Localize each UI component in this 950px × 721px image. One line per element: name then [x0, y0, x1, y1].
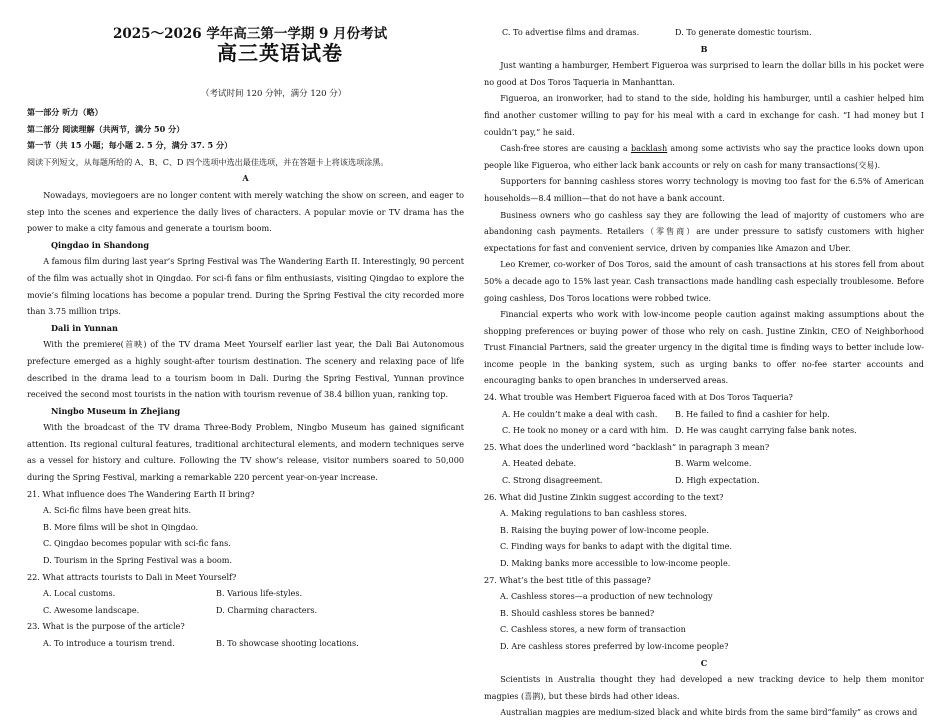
question-23-option-c[interactable]: C. To advertise films and dramas.: [502, 27, 640, 37]
paper-title: 高三英语试卷: [217, 41, 343, 65]
question-26-option-b[interactable]: B. Raising the buying power of low-income people.: [500, 524, 709, 535]
question-26-option-c[interactable]: C. Finding ways for banks to adapt with the digital time.: [500, 541, 732, 552]
question-24-option-d[interactable]: D. He was caught carrying false bank notes.: [675, 425, 857, 436]
question-23-row-1: [27, 635, 464, 652]
right-body: [484, 24, 924, 721]
left-body: [27, 104, 464, 652]
question-21-option-c[interactable]: C. Qingdao becomes popular with sci-fic fans.: [43, 538, 231, 549]
passage-a-subtitle-ningbo: Ningbo Museum in Zhejiang: [51, 405, 181, 416]
passage-c-label: C: [700, 657, 708, 668]
question-25-row-1: [484, 455, 924, 472]
passage-a-qingdao-text: A famous film during last year’s Spring Festival was The Wandering Earth II. Interestingly, 90 percent of the film was actually shot in Qingdao. For sci-fi fans or film enthusiasts, visiting Qingdao to explore the movie’s filming locations has become a popular trend. During the Spring Festival the city recorded more than 3.75 million trips.: [27, 256, 464, 317]
passage-a-subtitle-qingdao: Qingdao in Shandong: [51, 239, 150, 250]
question-24-option-a[interactable]: A. He couldn’t make a deal with cash.: [502, 408, 658, 419]
passage-c-paragraph-1: Scientists in Australia thought they had developed a new tracking device to help them monitor magpies (喜鹊), but these birds had other ideas.: [484, 674, 924, 701]
question-27-option-b[interactable]: B. Should cashless stores be banned?: [500, 607, 655, 618]
passage-b-label: B: [700, 43, 708, 54]
question-21-option-a[interactable]: A. Sci-fic films have been great hits.: [43, 505, 192, 516]
question-27-option-a[interactable]: A. Cashless stores—a production of new technology: [500, 591, 713, 602]
question-23-option-d[interactable]: D. To generate domestic tourism.: [675, 27, 812, 37]
part1-heading: 第一部分 听力（略）: [27, 107, 103, 117]
question-24-option-b[interactable]: B. He failed to find a cashier for help.: [675, 408, 830, 419]
question-22-option-d[interactable]: D. Charming characters.: [216, 604, 318, 615]
question-24-option-c[interactable]: C. He took no money or a card with him.: [502, 425, 669, 436]
question-22-option-c[interactable]: C. Awesome landscape.: [43, 604, 140, 615]
question-22-option-a[interactable]: A. Local customs.: [43, 588, 116, 599]
question-23-row-2: [484, 24, 924, 41]
question-27-stem: 27. What’s the best title of this passage?: [484, 574, 651, 585]
question-25-option-a[interactable]: A. Heated debate.: [502, 458, 577, 469]
question-25-stem: 25. What does the underlined word “backlash” in paragraph 3 mean?: [484, 441, 770, 452]
passage-c-paragraph-2: Australian magpies are medium-sized black and white birds from the same bird“family” as crows and: [500, 707, 918, 718]
exam-title: 2025～2026 学年高三第一学期 9 月份考试: [113, 26, 388, 42]
question-25-row-2: [484, 472, 924, 489]
right-column: [484, 0, 924, 718]
underlined-word-backlash: backlash: [630, 143, 668, 154]
question-22-stem: 22. What attracts tourists to Dali in Meet Yourself?: [27, 571, 237, 582]
question-21-option-d[interactable]: D. Tourism in the Spring Festival was a boom.: [43, 555, 232, 566]
question-26-stem: 26. What did Justine Zinkin suggest according to the text?: [484, 491, 724, 502]
part2-section1-heading: 第一节（共 15 小题；每小题 2. 5 分，满分 37. 5 分）: [27, 140, 233, 151]
passage-b-paragraph-7: Financial experts who work with low-income people caution against making assumptions about the shopping preferences or buying power of those who rely on cash. Justine Zinkin, CEO of Neighborhood Trust Financial Partners, said the greater urgency in the digital time is finding ways to better include low-income people in the banking system, such as urging banks to offer no-fee starter accounts and encouraging banks to open branches in underserved areas.: [484, 309, 924, 386]
passage-b-paragraph-3: [484, 140, 924, 173]
question-24-row-1: [484, 406, 924, 423]
question-24-stem: 24. What trouble was Hembert Figueroa faced with at Dos Toros Taqueria?: [484, 392, 793, 403]
passage-a-label: A: [242, 173, 249, 184]
passage-a-ningbo-text: With the broadcast of the TV drama Three-Body Problem, Ningbo Museum has gained significant attention. Its regional cultural features, traditional architectural elements, and modern techniques serve as a vessel for history and culture. Following the TV show’s release, visitor numbers soared to 50,000 during the Spring Festival, marking a remarkable 220 percent year-on-year increase.: [27, 422, 464, 483]
passage-b-paragraph-1: Just wanting a hamburger, Hembert Figueroa was surprised to learn the dollar bills in his pocket were no good at Dos Toros Taqueria in Manhanttan.: [484, 60, 924, 87]
instructions: 阅读下列短文，从每题所给的 A、B、C、D 四个选项中选出最佳选项，并在答题卡上将该选项涂黑。: [27, 156, 389, 167]
left-column: [27, 0, 464, 671]
question-24-row-2: [484, 422, 924, 439]
question-23-stem: 23. What is the purpose of the article?: [27, 621, 185, 632]
paragraph-3-lead: Cash-free stores are causing a: [500, 143, 631, 154]
paragraph-3-tail: among some activists who say the practice looks down upon people like Figueroa, who either lack bank accounts or rely on cash for many transactions(交易).: [484, 143, 924, 170]
passage-b-paragraph-2: Figueroa, an ironworker, had to stand to the side, holding his hamburger, until a cashier helped him find another customer willing to pay for his meal with a card in exchange for cash. “I had money but I couldn’t pay,” he said.: [484, 93, 924, 137]
question-21-stem: 21. What influence does The Wandering Earth II bring?: [27, 488, 255, 499]
question-26-option-d[interactable]: D. Making banks more accessible to low-income people.: [500, 558, 731, 568]
exam-info: （考试时间 120 分钟，满分 120 分）: [201, 89, 347, 99]
question-22-row-2: [27, 602, 464, 619]
passage-b-paragraph-4: Supporters for banning cashless stores worry technology is moving too fast for the 6.5% of American households—8.4 million—that do not have a bank account.: [484, 176, 924, 203]
question-22-option-b[interactable]: B. Various life-styles.: [216, 588, 303, 599]
question-25-option-b[interactable]: B. Warm welcome.: [675, 458, 752, 469]
question-23-option-b[interactable]: B. To showcase shooting locations.: [216, 638, 359, 648]
question-27-option-c[interactable]: C. Cashless stores, a new form of transaction: [500, 624, 686, 635]
question-25-option-d[interactable]: D. High expectation.: [675, 475, 760, 486]
passage-b-paragraph-6: Leo Kremer, co-worker of Dos Toros, said the amount of cash transactions at his stores fell from about 50% a decade ago to 15% last year. Cash transactions made handling cash especially troublesome. Before going cashless, Dos Toros locations were robbed twice.: [484, 259, 924, 303]
question-23-option-a[interactable]: A. To introduce a tourism trend.: [43, 638, 175, 648]
passage-a-subtitle-dali: Dali in Yunnan: [51, 322, 118, 333]
part2-heading: 第二部分 阅读理解（共两节，满分 50 分）: [27, 123, 185, 134]
question-21-option-b[interactable]: B. More films will be shot in Qingdao.: [43, 521, 199, 532]
question-25-option-c[interactable]: C. Strong disagreement.: [502, 475, 603, 486]
passage-a-intro: Nowadays, moviegoers are no longer content with merely watching the show on screen, and eager to step into the scenes and experience the daily lives of characters. A popular movie or TV drama has the power to make a city famous and generate a tourism boom.: [27, 189, 464, 234]
question-22-row-1: [27, 585, 464, 602]
question-27-option-d[interactable]: D. Are cashless stores preferred by low-income people?: [500, 640, 729, 651]
passage-b-paragraph-5: Business owners who go cashless say they are following the lead of majority of customers who are abandoning cash payments. Retailers（零售商）are under pressure to satisfy customers with higher expectations for fast and convenient service, driven by companies like Amazon and Uber.: [484, 209, 924, 253]
question-26-option-a[interactable]: A. Making regulations to ban cashless stores.: [500, 508, 687, 519]
passage-a-dali-text: With the premiere(首映) of the TV drama Meet Yourself earlier last year, the Dali Bai Autonomous prefecture emerged as a highly sought-after tourism destination. The scenery and relaxing pace of life described in the drama lead to a tourism boom in Dali. During the Spring Festival, Yunnan province received the second most tourists in the nation with tourism revenue of 38.4 billion yuan, ranking top.: [27, 339, 464, 400]
